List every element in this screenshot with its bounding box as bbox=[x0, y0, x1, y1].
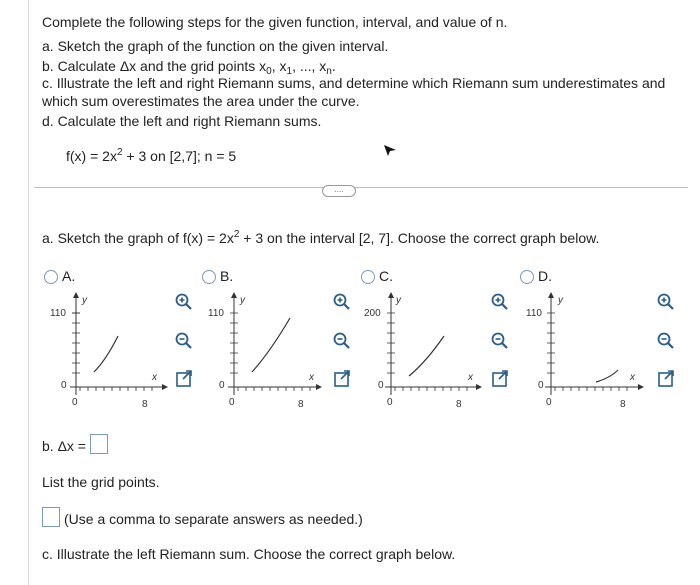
step-c-line2: which sum overestimates the area under the curve. bbox=[42, 93, 360, 109]
zoom-in-icon[interactable] bbox=[490, 292, 510, 312]
mouse-cursor-icon bbox=[382, 142, 398, 158]
x-ticks bbox=[238, 387, 310, 391]
option-c-graph bbox=[362, 290, 482, 410]
y-axis-arrow bbox=[231, 292, 237, 298]
y-axis-arrow bbox=[548, 292, 554, 298]
open-new-window-icon[interactable] bbox=[490, 369, 510, 389]
option-b-label[interactable]: B. bbox=[220, 268, 234, 284]
x-axis-arrow bbox=[476, 384, 482, 390]
x-axis-arrow bbox=[316, 384, 322, 390]
step-a-text: a. Sketch the graph of the function on the given interval. bbox=[42, 38, 389, 54]
zoom-out-icon[interactable] bbox=[332, 331, 352, 351]
x-tick-zero: 0 bbox=[72, 397, 78, 408]
x-axis-label: x bbox=[152, 372, 157, 383]
x-ticks bbox=[395, 387, 467, 391]
x-axis-arrow bbox=[638, 384, 644, 390]
section-divider bbox=[34, 187, 688, 188]
y-tick-bottom: 0 bbox=[219, 380, 225, 391]
x-axis-label: x bbox=[309, 372, 314, 383]
x-tick-right: 8 bbox=[620, 399, 626, 410]
open-new-window-icon[interactable] bbox=[656, 369, 676, 389]
step-b-prefix: b. Calculate Δx and the grid points x bbox=[42, 58, 267, 74]
option-a-label[interactable]: A. bbox=[62, 268, 76, 284]
part-a-exponent: 2 bbox=[233, 229, 240, 240]
step-b-end: . bbox=[331, 58, 336, 74]
option-b-radio[interactable] bbox=[202, 270, 216, 284]
x-ticks bbox=[555, 387, 627, 391]
option-a-graph bbox=[50, 290, 168, 410]
function-curve bbox=[252, 318, 290, 372]
part-a-prompt bbox=[42, 229, 599, 246]
y-tick-top: 110 bbox=[50, 308, 66, 319]
x-tick-zero: 0 bbox=[229, 397, 235, 408]
x-tick-zero: 0 bbox=[387, 397, 393, 408]
step-c-line1: c. Illustrate the left and right Riemann sums, and determine which Riemann sum underestimates and bbox=[42, 75, 666, 91]
y-ticks bbox=[72, 315, 80, 387]
x-ticks bbox=[80, 387, 152, 391]
x-tick-right: 8 bbox=[456, 399, 462, 410]
option-d-graph bbox=[524, 290, 644, 410]
delta-x-input[interactable] bbox=[90, 434, 108, 454]
y-axis-label: y bbox=[558, 295, 563, 306]
x-axis-label: x bbox=[630, 372, 635, 383]
x-tick-zero: 0 bbox=[546, 397, 552, 408]
option-a-radio[interactable] bbox=[44, 270, 58, 284]
zoom-in-icon[interactable] bbox=[174, 292, 194, 312]
function-statement bbox=[66, 147, 236, 164]
intro-text: Complete the following steps for the given function, interval, and value of n. bbox=[42, 14, 508, 30]
function-curve bbox=[94, 336, 118, 372]
function-curve bbox=[409, 336, 444, 376]
option-d-radio[interactable] bbox=[520, 270, 534, 284]
expand-button[interactable]: .... bbox=[322, 185, 356, 197]
y-tick-bottom: 0 bbox=[538, 380, 544, 391]
part-b-label: b. Δx = bbox=[42, 438, 86, 454]
zoom-out-icon[interactable] bbox=[174, 331, 194, 351]
function-exponent: 2 bbox=[116, 147, 123, 158]
function-suffix: + 3 on [2,7]; n = 5 bbox=[122, 148, 237, 164]
function-prefix: f(x) = 2x bbox=[66, 148, 117, 164]
zoom-in-icon[interactable] bbox=[656, 292, 676, 312]
open-new-window-icon[interactable] bbox=[332, 369, 352, 389]
y-axis-arrow bbox=[73, 292, 79, 298]
function-curve bbox=[596, 370, 618, 382]
y-axis-label: y bbox=[240, 295, 245, 306]
step-b-subn: n bbox=[326, 66, 332, 77]
zoom-in-icon[interactable] bbox=[332, 292, 352, 312]
step-b-sub0: 0 bbox=[266, 66, 272, 77]
y-axis-label: y bbox=[82, 295, 87, 306]
open-new-window-icon[interactable] bbox=[174, 369, 194, 389]
y-axis-arrow bbox=[388, 292, 394, 298]
x-tick-right: 8 bbox=[142, 399, 148, 410]
option-c-label[interactable]: C. bbox=[379, 268, 393, 284]
step-b-sub1: 1 bbox=[286, 66, 293, 77]
y-axis-label: y bbox=[396, 295, 401, 306]
y-tick-bottom: 0 bbox=[61, 380, 67, 391]
x-tick-right: 8 bbox=[298, 399, 304, 410]
step-b-mid: , x bbox=[271, 58, 287, 74]
zoom-out-icon[interactable] bbox=[490, 331, 510, 351]
y-tick-bottom: 0 bbox=[378, 380, 384, 391]
grid-points-hint: (Use a comma to separate answers as needed.) bbox=[64, 511, 363, 527]
option-c-radio[interactable] bbox=[361, 270, 375, 284]
x-axis-arrow bbox=[162, 384, 168, 390]
grid-points-prompt: List the grid points. bbox=[42, 474, 160, 490]
part-c-prompt: c. Illustrate the left Riemann sum. Choose the correct graph below. bbox=[42, 546, 456, 562]
y-tick-top: 200 bbox=[364, 308, 381, 319]
part-a-prefix: a. Sketch the graph of f(x) = 2x bbox=[42, 230, 234, 246]
step-d-text: d. Calculate the left and right Riemann sums. bbox=[42, 113, 322, 129]
option-d-label[interactable]: D. bbox=[538, 268, 552, 284]
step-b-ellipsis: , ..., x bbox=[292, 58, 327, 74]
part-a-suffix: + 3 on the interval [2, 7]. Choose the correct graph below. bbox=[239, 230, 600, 246]
x-axis-label: x bbox=[468, 372, 473, 383]
option-b-graph bbox=[204, 290, 322, 410]
y-tick-top: 110 bbox=[208, 308, 224, 319]
zoom-out-icon[interactable] bbox=[656, 331, 676, 351]
y-tick-top: 110 bbox=[526, 308, 542, 319]
grid-points-input[interactable] bbox=[42, 507, 60, 527]
